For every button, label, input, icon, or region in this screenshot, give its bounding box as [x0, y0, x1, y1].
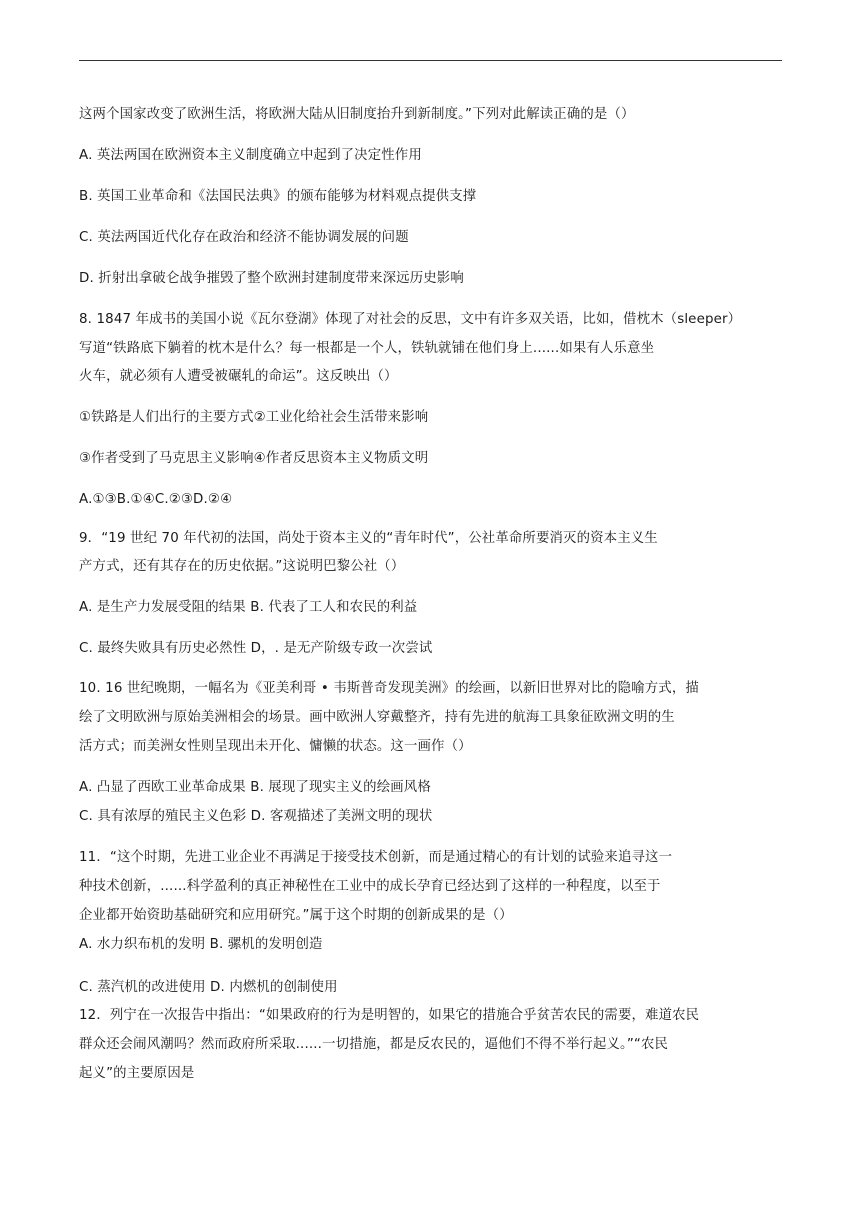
option-7-c: C. 英法两国近代化存在政治和经济不能协调发展的问题: [79, 230, 409, 245]
question-8-options: A.①③B.①④C.②③D.②④: [79, 492, 233, 507]
question-12-stem-line-3: 起义”的主要原因是: [79, 1066, 195, 1081]
option-11-ab: A. 水力织布机的发明 B. 骡机的发明创造: [79, 937, 323, 952]
option-7-b: B. 英国工业革命和《法国民法典》的颁布能够为材料观点提供支撑: [79, 189, 477, 204]
option-7-d: D. 折射出拿破仑战争摧毁了整个欧洲封建制度带来深远历史影响: [79, 271, 464, 286]
question-12-stem-line-2: 群众还会闹风潮吗？然而政府所采取......一切措施，都是反农民的，逼他们不得不举行起义。”“农民: [79, 1037, 669, 1052]
question-8-stem-line-1: 8. 1847 年成书的美国小说《瓦尔登湖》体现了对社会的反思，文中有许多双关语，比如，借枕木（sleeper）: [79, 312, 742, 327]
option-11-cd: C. 蒸汽机的改进使用 D. 内燃机的创制使用: [79, 980, 338, 995]
question-9-stem-line-1: 9．“19 世纪 70 年代初的法国，尚处于资本主义的“青年时代”，公社革命所要消灭的资本主义生: [79, 531, 658, 546]
option-10-cd: C. 具有浓厚的殖民主义色彩 D. 客观描述了美洲文明的现状: [79, 809, 433, 824]
question-10-stem-line-1: 10. 16 世纪晚期，一幅名为《亚美利哥 • 韦斯普奇发现美洲》的绘画，以新旧世界对比的隐喻方式，描: [79, 681, 699, 696]
question-10-stem-line-3: 活方式；而美洲女性则呈现出未开化、慵懒的状态。这一画作（）: [79, 739, 472, 754]
question-12-stem-line-1: 12．列宁在一次报告中指出：“如果政府的行为是明智的，如果它的措施合乎贫苦农民的需要，难道农民: [79, 1008, 700, 1023]
question-8-statements-2: ③作者受到了马克思主义影响④作者反思资本主义物质文明: [79, 451, 429, 466]
question-8-stem-line-3: 火车，就必须有人遭受被碾轧的命运”。这反映出（）: [79, 369, 398, 384]
option-10-ab: A. 凸显了西欧工业革命成果 B. 展现了现实主义的绘画风格: [79, 780, 431, 795]
question-9-stem-line-2: 产方式，还有其存在的历史依据。”这说明巴黎公社（）: [79, 559, 405, 574]
question-7-stem-line: 这两个国家改变了欧洲生活，将欧洲大陆从旧制度抬升到新制度。”下列对此解读正确的是（）: [79, 107, 635, 122]
question-10-stem-line-2: 绘了文明欧洲与原始美洲相会的场景。画中欧洲人穿戴整齐，持有先进的航海工具象征欧洲文明的生: [79, 710, 675, 725]
option-9-ab: A. 是生产力发展受阻的结果 B. 代表了工人和农民的利益: [79, 600, 418, 615]
option-9-cd: C. 最终失败具有历史必然性 D，. 是无产阶级专政一次尝试: [79, 641, 433, 656]
question-8-stem-line-2: 写道“铁路底下躺着的枕木是什么？每一根都是一个人，铁轨就铺在他们身上......如果有人乐意坐: [79, 341, 655, 356]
option-7-a: A. 英法两国在欧洲资本主义制度确立中起到了决定性作用: [79, 148, 422, 163]
question-11-stem-line-1: 11．“这个时期，先进工业企业不再满足于接受技术创新，而是通过精心的有计划的试验来追寻这一: [79, 850, 673, 865]
question-11-stem-line-2: 种技术创新，......科学盈利的真正神秘性在工业中的成长孕育已经达到了这样的一种程度，以至于: [79, 879, 661, 894]
header-rule: [79, 60, 782, 61]
question-8-statements-1: ①铁路是人们出行的主要方式②工业化给社会生活带来影响: [79, 410, 429, 425]
question-11-stem-line-3: 企业都开始资助基础研究和应用研究。”属于这个时期的创新成果的是（）: [79, 908, 513, 923]
